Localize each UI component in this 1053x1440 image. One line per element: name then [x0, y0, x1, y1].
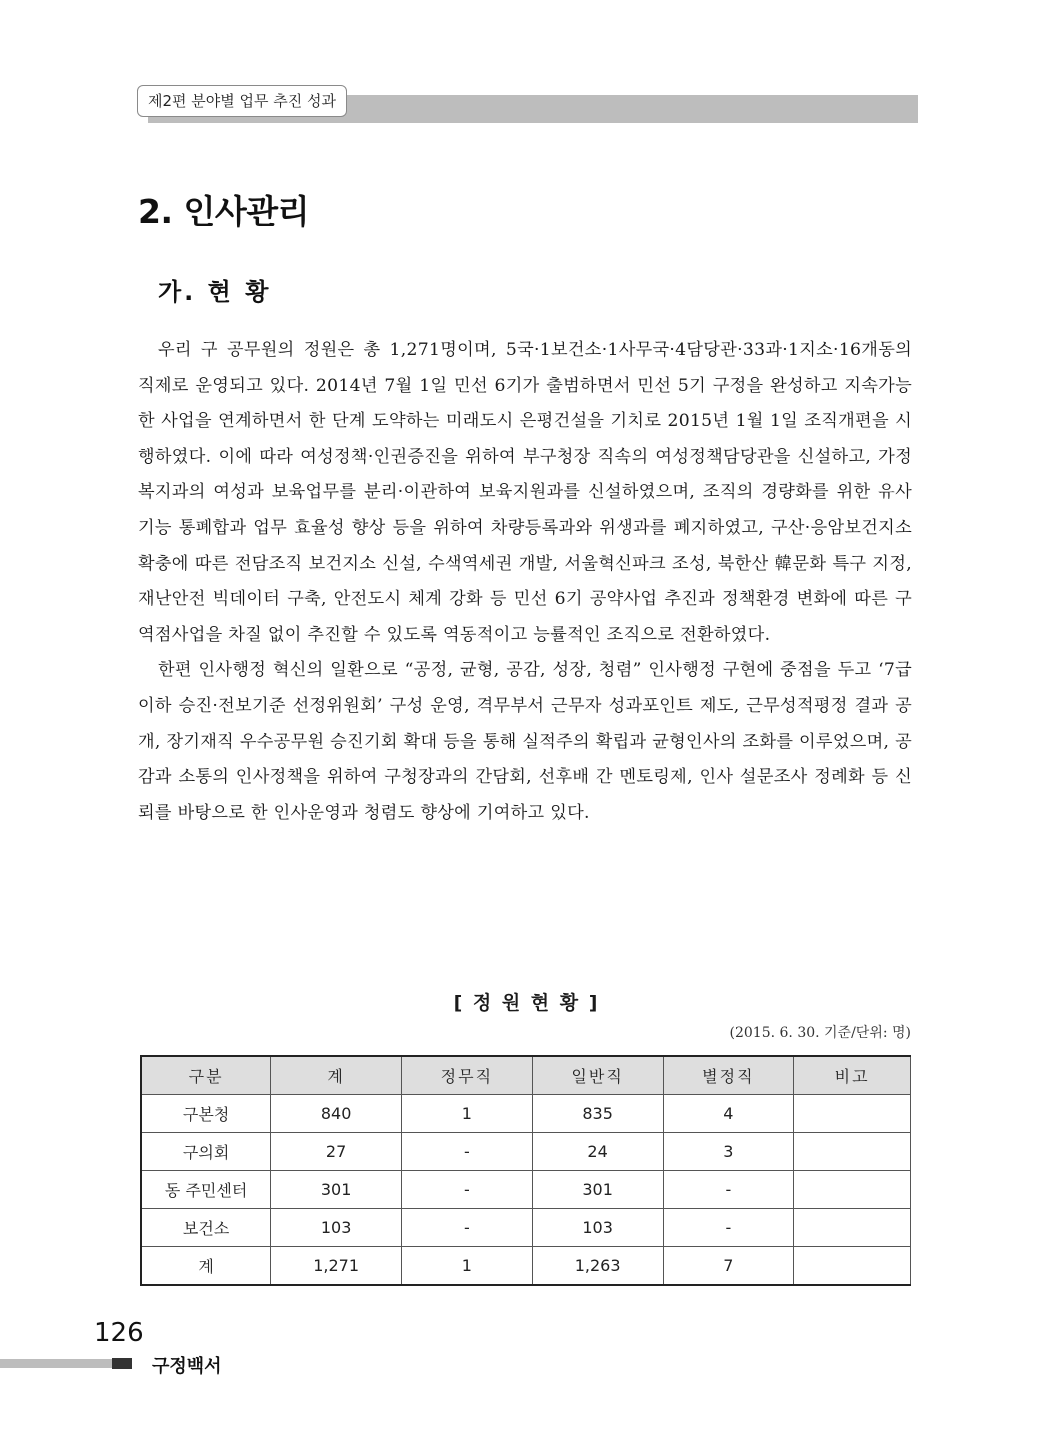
footer-rule [0, 1359, 112, 1368]
table-cell: 301 [271, 1171, 402, 1209]
table-cell: - [402, 1171, 533, 1209]
table-cell: 840 [271, 1095, 402, 1133]
table-cell [794, 1171, 911, 1209]
column-header: 정무직 [402, 1056, 533, 1095]
column-header: 구분 [141, 1056, 271, 1095]
table-header-row [141, 1056, 911, 1095]
table-cell: - [402, 1133, 533, 1171]
table-row [141, 1209, 911, 1247]
body-text [138, 333, 912, 831]
chapter-header-tab: 제2편 분야별 업무 추진 성과 [137, 85, 347, 117]
subsection-title: 가. 현 황 [158, 278, 272, 306]
table-cell: 301 [532, 1171, 663, 1209]
column-header: 별정직 [663, 1056, 794, 1095]
table-cell: 3 [663, 1133, 794, 1171]
table-cell: 27 [271, 1133, 402, 1171]
table-cell: 24 [532, 1133, 663, 1171]
footer-marker [112, 1358, 132, 1369]
table-cell: 4 [663, 1095, 794, 1133]
table-cell [794, 1247, 911, 1286]
table-row [141, 1133, 911, 1171]
table-title: [ 정 원 현 황 ] [453, 992, 600, 1014]
table-cell: 7 [663, 1247, 794, 1286]
table-cell: 보건소 [141, 1209, 271, 1247]
table-cell: 103 [271, 1209, 402, 1247]
table-cell: 103 [532, 1209, 663, 1247]
page-number: 126 [94, 1318, 144, 1348]
paragraph: 우리 구 공무원의 정원은 총 1,271명이며, 5국·1보건소·1사무국·4담당관·33과·1지소·16개동의 직제로 운영되고 있다. 2014년 7월 1일 민선 6기가 출범하면서 민선 5기 구정을 완성하고 지속가능한 사업을 연계하면서 한 단계 도약하는 미래도시 은평건설을 기치로 2015년 1월 1일 조직개편을 시행하였다. 이에 따라 여성정책·인권증진을 위하여 부구청장 직속의 여성정책담당관을 신설하고, 가정복지과의 여성과 보육업무를 분리·이관하여 보육지원과를 신설하였으며, 조직의 경량화를 위한 유사 기능 통폐합과 업무 효율성 향상 등을 위하여 차량등록과와 위생과를 폐지하였고, 구산·응암보건지소 확충에 따른 전담조직 보건지소 신설, 수색역세권 개발, 서울혁신파크 조성, 북한산 韓문화 특구 지정, 재난안전 빅데이터 구축, 안전도시 체계 강화 등 민선 6기 공약사업 추진과 정책환경 변화에 따른 구 역점사업을 차질 없이 추진할 수 있도록 역동적이고 능률적인 조직으로 전환하였다. [138, 340, 912, 645]
table-cell: 구본청 [141, 1095, 271, 1133]
table-cell: 835 [532, 1095, 663, 1133]
table-cell: 1 [402, 1095, 533, 1133]
column-header: 비고 [794, 1056, 911, 1095]
table-row [141, 1095, 911, 1133]
table-cell [794, 1209, 911, 1247]
staffing-table [140, 1055, 911, 1286]
table-cell: 1,271 [271, 1247, 402, 1286]
table-cell: - [402, 1209, 533, 1247]
table-cell: 구의회 [141, 1133, 271, 1171]
section-title: 2. 인사관리 [138, 192, 309, 231]
table-cell: 1,263 [532, 1247, 663, 1286]
table-cell: 동 주민센터 [141, 1171, 271, 1209]
table-total-row [141, 1247, 911, 1286]
column-header: 일반직 [532, 1056, 663, 1095]
table-cell [794, 1133, 911, 1171]
book-title: 구정백서 [152, 1356, 222, 1377]
table-cell: - [663, 1171, 794, 1209]
table-cell: 1 [402, 1247, 533, 1286]
column-header: 계 [271, 1056, 402, 1095]
table-cell: 계 [141, 1247, 271, 1286]
paragraph: 한편 인사행정 혁신의 일환으로 “공정, 균형, 공감, 성장, 청렴” 인사행정 구현에 중점을 두고 ‘7급 이하 승진·전보기준 선정위원회’ 구성 운영, 격무부서 근무자 성과포인트 제도, 근무성적평정 결과 공개, 장기재직 우수공무원 승진기회 확대 등을 통해 실적주의 확립과 균형인사의 조화를 이루었으며, 공감과 소통의 인사정책을 위하여 구청장과의 간담회, 선후배 간 멘토링제, 인사 설문조사 정례화 등 신뢰를 바탕으로 한 인사운영과 청렴도 향상에 기여하고 있다. [138, 660, 912, 823]
table-cell: - [663, 1209, 794, 1247]
table-note: (2015. 6. 30. 기준/단위: 명) [729, 1025, 911, 1041]
table-cell [794, 1095, 911, 1133]
table-row [141, 1171, 911, 1209]
